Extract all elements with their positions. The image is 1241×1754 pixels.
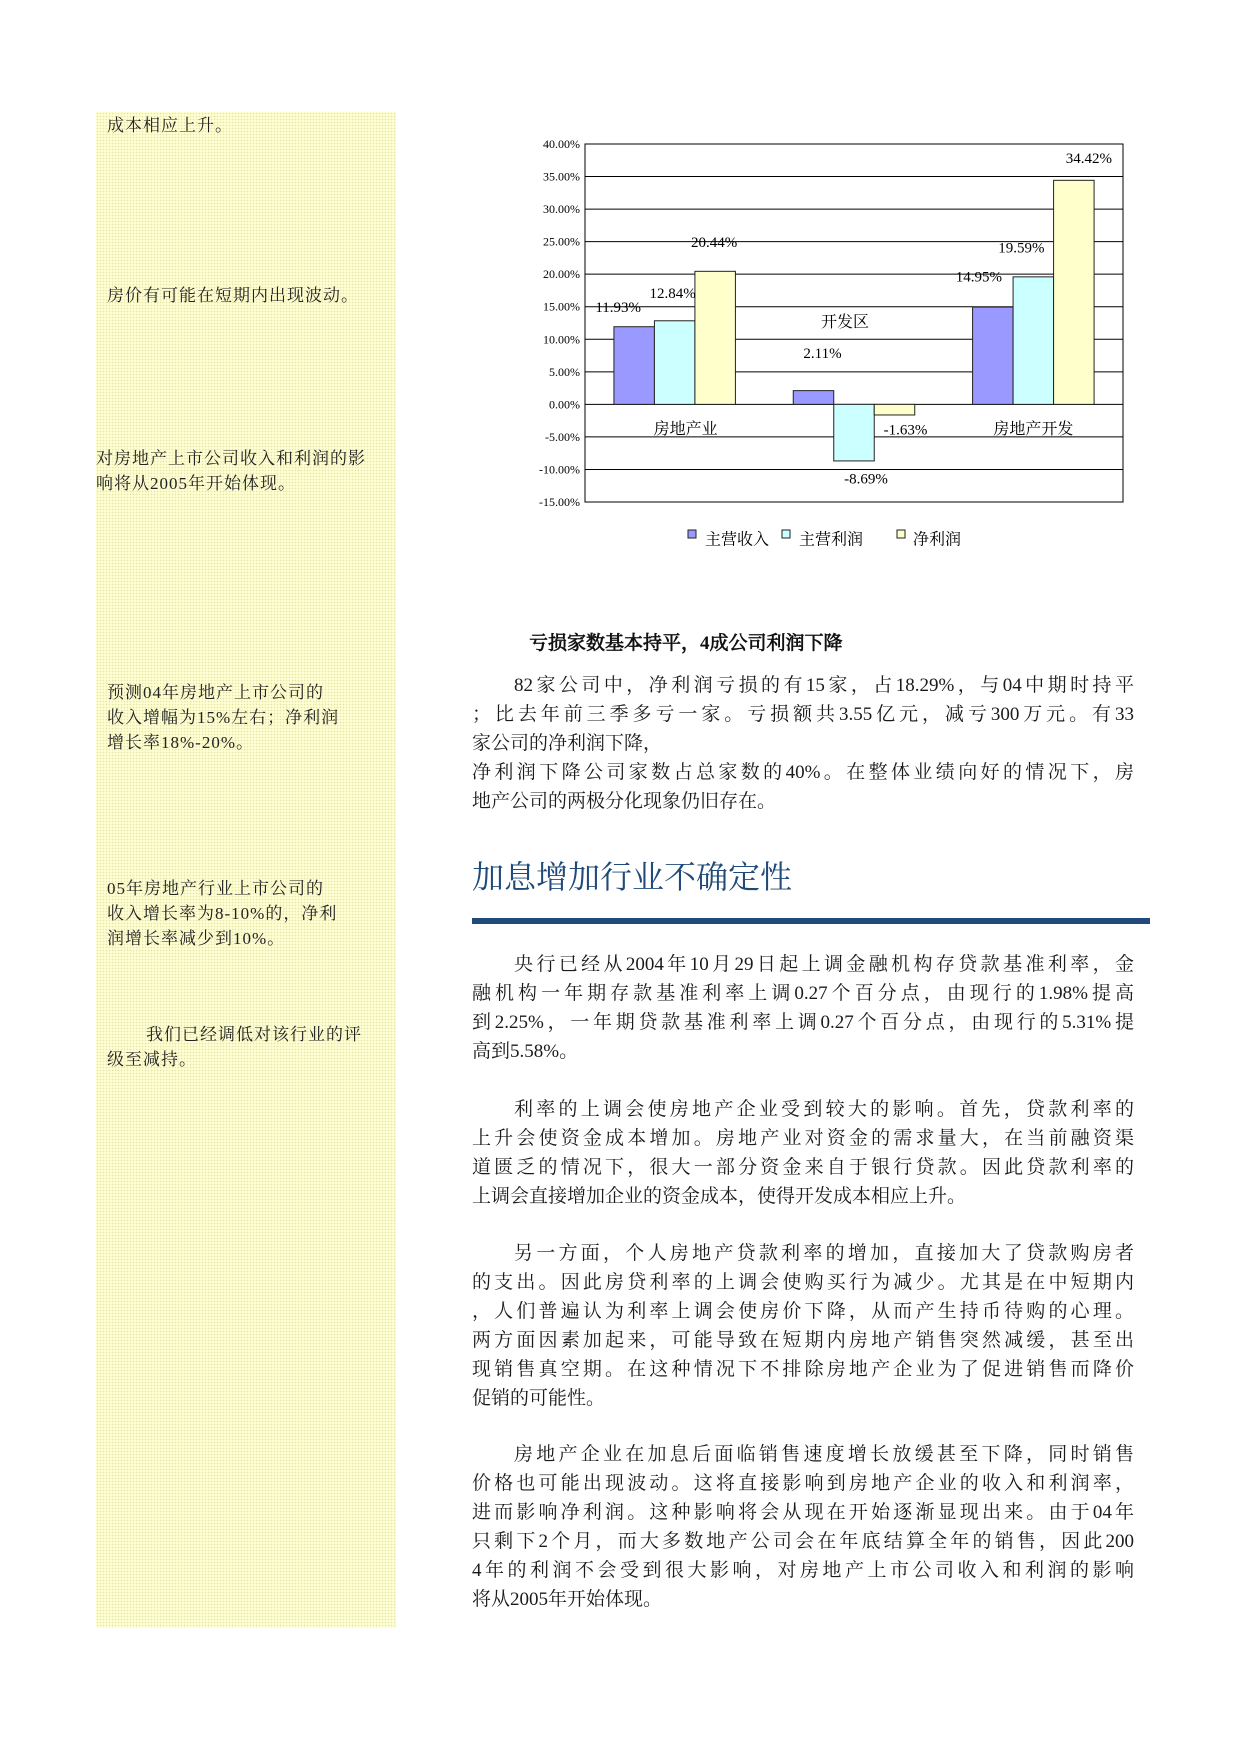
y-tick-label: 40.00% [543,137,580,151]
sidebar-note [107,680,339,755]
sidebar-notes-panel [96,112,396,1628]
data-label: 34.42% [1065,150,1112,167]
paragraph-2 [472,950,1134,1066]
section-title: 加息增加行业不确定性 [472,858,793,896]
sidebar-note [96,446,366,496]
paragraph-line: 两方面因素加起来，可能导致在短期内房地产销售突然减缓，甚至出 [472,1330,1134,1351]
category-label: 房地产业 [653,421,718,439]
paragraph-line: 融机构一年期存款基准利率上调0.27个百分点，由现行的1.98%提高 [472,983,1134,1004]
paragraph-line: 央行已经从2004年10月29日起上调金融机构存贷款基准利率，金 [514,954,1134,975]
paragraph-line: 上调会直接增加企业的资金成本，使得开发成本相应上升。 [472,1186,967,1207]
section-divider [472,918,1150,924]
y-tick-label: 25.00% [543,234,580,249]
y-tick-label: -5.00% [545,429,580,444]
sidebar-note-line: 收入增长率为8-10%的，净利 [107,904,338,923]
data-label: 19.59% [998,240,1045,257]
paragraph-line: 价格也可能出现波动。这将直接影响到房地产企业的收入和利润率， [472,1473,1134,1494]
paragraph-3 [472,1095,1134,1211]
data-label: 12.84% [649,286,696,303]
sidebar-note-line: 润增长率减少到10%。 [107,929,286,948]
bar [973,307,1014,404]
paragraph-line: 道匮乏的情况下，很大一部分资金来自于银行贷款。因此贷款利率的 [472,1157,1134,1178]
paragraph-line: 房地产企业在加息后面临销售速度增长放缓甚至下降，同时销售 [514,1444,1134,1465]
bar [834,404,875,461]
sidebar-note-line: 05年房地产行业上市公司的 [107,879,324,898]
data-label: -1.63% [883,422,928,439]
data-label: 14.95% [955,269,1002,286]
bar [654,321,695,405]
y-tick-label: 10.00% [543,332,580,347]
sidebar-note-line: 我们已经调低对该行业的评 [146,1025,362,1044]
sidebar-note-line: 预测04年房地产上市公司的 [107,683,324,702]
sidebar-note [107,876,337,951]
bar [614,327,654,405]
y-tick-label: -15.00% [539,495,580,509]
data-label: 20.44% [691,234,738,251]
data-label: 11.93% [595,300,642,317]
y-tick-label: 5.00% [549,364,580,379]
sidebar-note [107,1022,362,1072]
category-label: 开发区 [820,314,870,332]
data-label: 2.11% [803,346,842,363]
bar [695,271,736,404]
paragraph-line: 另一方面，个人房地产贷款利率的增加，直接加大了贷款购房者 [514,1243,1134,1264]
y-tick-label: 0.00% [549,397,580,412]
legend-label: 主营收入 [705,531,770,549]
subheading: 亏损家数基本持平，4成公司利润下降 [529,633,843,654]
paragraph-4 [472,1239,1134,1413]
bar [1054,180,1095,404]
paragraph-1 [472,671,1134,816]
paragraph-line: 上升会使资金成本增加。房地产业对资金的需求量大，在当前融资渠 [472,1128,1134,1149]
bar [793,391,834,405]
legend-label: 净利润 [913,531,962,549]
sidebar-note-line: 对房地产上市公司收入和利润的影 [96,449,366,468]
paragraph-line: 促销的可能性。 [472,1388,606,1409]
legend-swatch [782,530,790,538]
sidebar-note [107,113,233,138]
y-tick-label: -10.00% [539,462,580,477]
paragraph-line: 只剩下2个月，而大多数地产公司会在年底结算全年的销售，因此200 [472,1531,1134,1552]
paragraph-line: 地产公司的两极分化现象仍旧存在。 [472,791,777,812]
legend-swatch [688,530,696,538]
paragraph-line: 到2.25%，一年期贷款基准利率上调0.27个百分点，由现行的5.31%提 [472,1012,1134,1033]
category-label: 房地产开发 [993,421,1074,439]
paragraph-line: 家公司的净利润下降， [472,733,663,754]
y-tick-label: 35.00% [543,169,580,184]
sidebar-note-line: 响将从2005年开始体现。 [96,474,296,493]
bar-chart [520,130,1140,560]
paragraph-line: ，人们普遍认为利率上调会使房价下降，从而产生持币待购的心理。 [472,1301,1134,1322]
sidebar-note-line: 房价有可能在短期内出现波动。 [107,286,359,305]
paragraph-line: 高到5.58%。 [472,1041,579,1062]
sidebar-note [107,283,359,308]
sidebar-note-line: 成本相应上升。 [107,116,233,135]
paragraph-line: 利率的上调会使房地产企业受到较大的影响。首先，贷款利率的 [514,1099,1134,1120]
sidebar-note-line: 增长率18%-20%。 [107,733,254,752]
sidebar-note-line: 收入增幅为15%左右；净利润 [107,708,340,727]
paragraph-line: 净利润下降公司家数占总家数的40%。在整体业绩向好的情况下，房 [472,762,1134,783]
y-tick-label: 20.00% [543,267,580,282]
paragraph-line: 现销售真空期。在这种情况下不排除房地产企业为了促进销售而降价 [472,1359,1134,1380]
y-tick-label: 15.00% [543,299,580,314]
legend-swatch [897,530,905,538]
sidebar-note-line: 级至减持。 [107,1050,197,1069]
bar [1013,277,1054,405]
bar [874,404,915,415]
legend-label: 主营利润 [799,531,864,549]
y-tick-label: 30.00% [543,202,580,217]
data-label: -8.69% [844,471,888,488]
paragraph-line: ；比去年前三季多亏一家。亏损额共3.55亿元，减亏300万元。有33 [472,704,1134,725]
paragraph-line: 4年的利润不会受到很大影响，对房地产上市公司收入和利润的影响 [472,1560,1134,1581]
paragraph-5 [472,1440,1134,1614]
paragraph-line: 进而影响净利润。这种影响将会从现在开始逐渐显现出来。由于04年 [472,1502,1134,1523]
paragraph-line: 的支出。因此房贷利率的上调会使购买行为减少。尤其是在中短期内 [472,1272,1134,1293]
paragraph-line: 将从2005年开始体现。 [472,1589,663,1610]
paragraph-line: 82家公司中，净利润亏损的有15家，占18.29%，与04中期时持平 [514,675,1134,696]
